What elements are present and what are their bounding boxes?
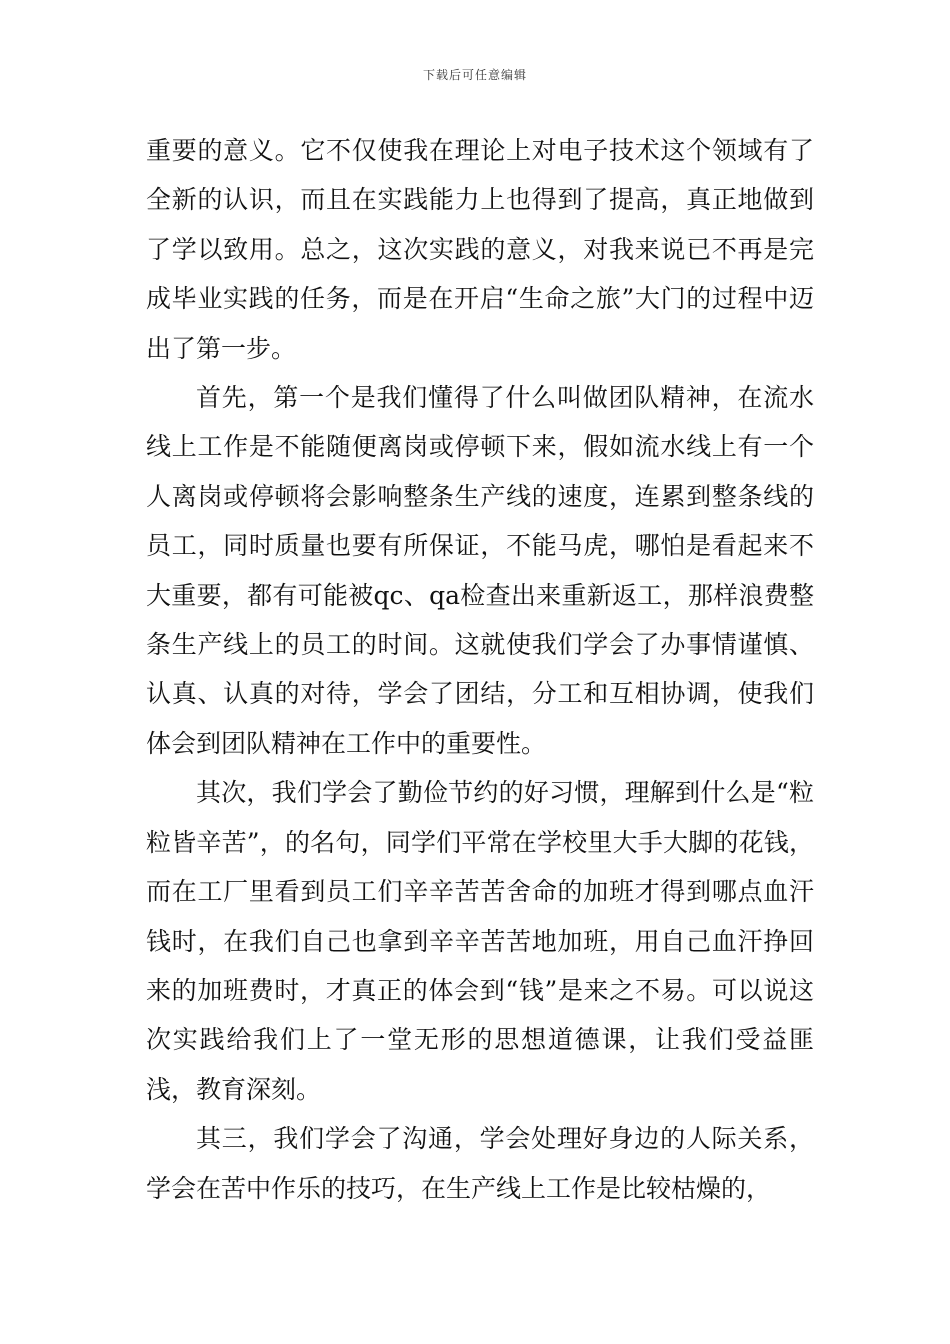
paragraph-1: 重要的意义。它不仅使我在理论上对电子技术这个领域有了全新的认识，而且在实践能力上也得到了提高，真正地做到了学以致用。总之，这次实践的意义，对我来说已不再是完成毕业实践的任务，而是在开启“生命之旅”大门的过程中迈出了第一步。: [146, 136, 814, 363]
paragraph-2: 首先，第一个是我们懂得了什么叫做团队精神，在流水线上工作是不能随便离岗或停顿下来，假如流水线上有一个人离岗或停顿将会影响整条生产线的速度，连累到整条线的员工，同时质量也要有所保证，不能马虎，哪怕是看起来不大重要，都有可能被qc、qa检查出来重新返工，那样浪费整条生产线上的员工的时间。这就使我们学会了办事情谨慎、认真、认真的对待，学会了团结，分工和互相协调，使我们体会到团队精神在工作中的重要性。: [146, 383, 814, 758]
paragraph-4: 其三，我们学会了沟通，学会处理好身边的人际关系，学会在苦中作乐的技巧，在生产线上工作是比较枯燥的，: [146, 1124, 814, 1203]
header-note: 下载后可任意编辑: [422, 68, 527, 82]
paragraph-3: 其次，我们学会了勤俭节约的好习惯，理解到什么是“粒粒皆辛苦”，的名句，同学们平常在学校里大手大脚的花钱，而在工厂里看到员工们辛辛苦苦舍命的加班才得到哪点血汗钱时，在我们自己也拿到辛辛苦苦地加班，用自己血汗挣回来的加班费时，才真正的体会到“钱”是来之不易。可以说这次实践给我们上了一堂无形的思想道德课，让我们受益匪浅，教育深刻。: [146, 778, 814, 1104]
body-text: [146, 126, 814, 1213]
